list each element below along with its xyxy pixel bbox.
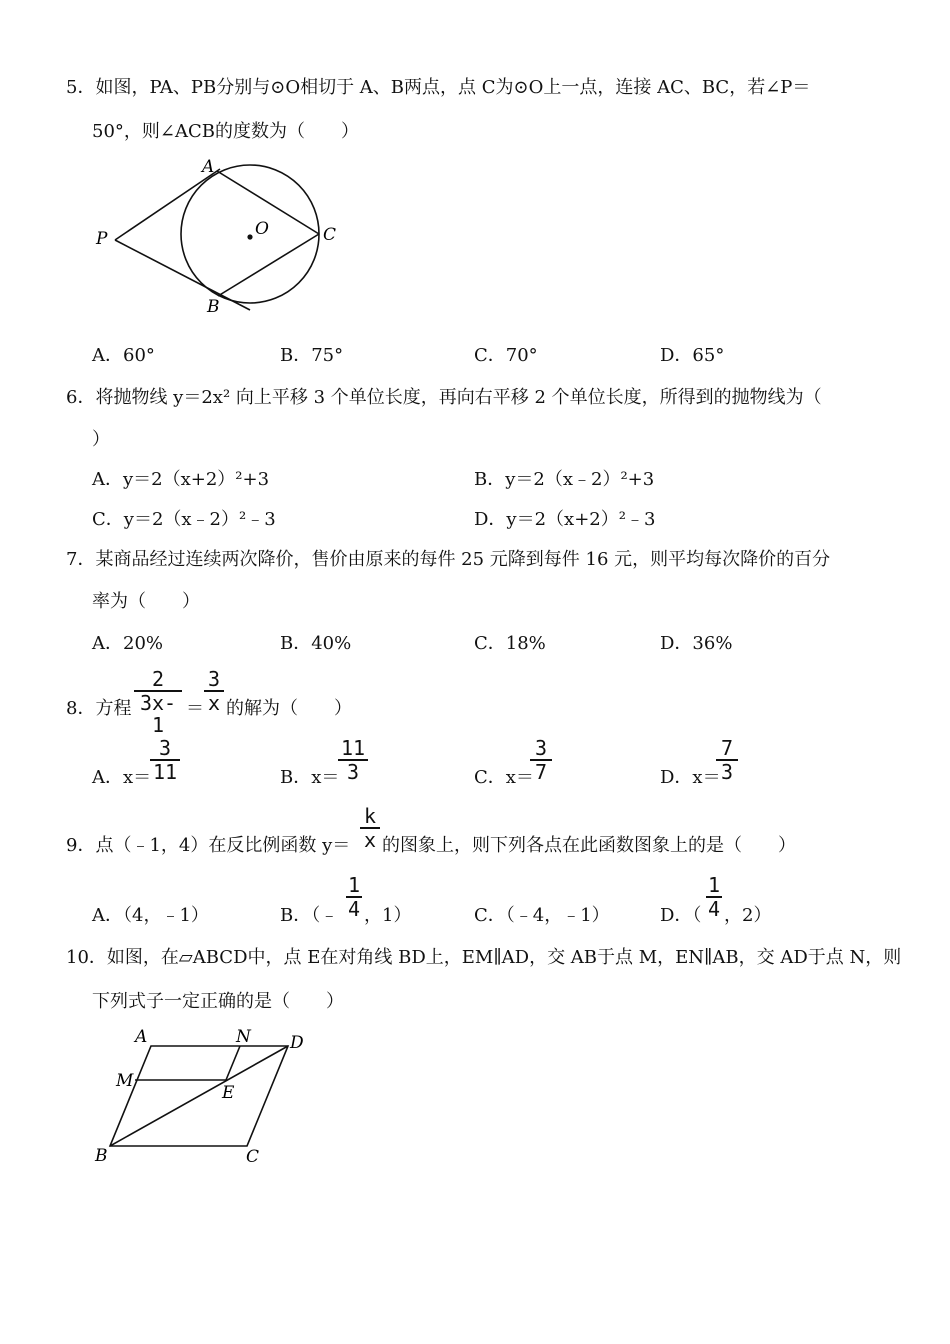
q7-option-a[interactable]: A．20%	[92, 633, 164, 654]
q5-option-b[interactable]: B．75°	[280, 345, 344, 366]
option-label: C．x＝	[474, 767, 534, 788]
label-a: A	[135, 1027, 148, 1047]
denominator: 7	[534, 760, 548, 784]
q9-option-a[interactable]: A．（4，﹣1）	[92, 905, 209, 926]
option-fraction	[716, 737, 738, 783]
q8-fraction-left	[134, 668, 182, 736]
q8-suffix: 的解为（ ）	[226, 698, 352, 719]
q8-frac1-num: 2	[151, 667, 165, 691]
q9-suffix: 的图象上，则下列各点在此函数图象上的是（ ）	[382, 835, 796, 856]
option-prefix: B．（﹣	[280, 905, 339, 926]
q8-frac2-den: x	[207, 691, 221, 715]
q7-stem-line1: 7．某商品经过连续两次降价，售价由原来的每件 25 元降到每件 16 元，则平均每次降价的百分	[66, 549, 831, 570]
numerator: 7	[720, 736, 734, 760]
q9-fraction	[360, 805, 380, 851]
q5-stem-line2: 50°，则∠ACB的度数为（ ）	[92, 121, 359, 142]
option-suffix: ，1）	[364, 905, 412, 926]
option-fraction	[338, 737, 368, 783]
q8-frac2-num: 3	[207, 667, 221, 691]
q7-option-d[interactable]: D．36%	[660, 633, 733, 654]
label-a: A	[202, 157, 215, 177]
q5-option-c[interactable]: C．70°	[474, 345, 538, 366]
numerator: 3	[534, 736, 548, 760]
denominator: 4	[707, 897, 721, 921]
q8-equals: ＝	[186, 698, 204, 719]
circle-o	[181, 165, 319, 303]
q6-option-a[interactable]: A．y＝2（x+2）²+3	[92, 469, 270, 490]
q5-stem-line1: 5．如图，PA、PB分别与⊙O相切于 A、B两点，点 C为⊙O上一点，连接 AC、BC，若∠P＝	[66, 77, 811, 98]
q5-figure	[90, 150, 350, 320]
numerator: 1	[707, 873, 721, 897]
q8-prefix: 8．方程	[66, 698, 132, 719]
denominator: 11	[152, 760, 178, 784]
q9-frac-num: k	[363, 804, 377, 828]
q6-option-d[interactable]: D．y＝2（x+2）²﹣3	[474, 509, 656, 530]
label-b: B	[207, 297, 220, 317]
diagonal-bd	[110, 1046, 288, 1146]
q6-option-c[interactable]: C．y＝2（x﹣2）²﹣3	[92, 509, 276, 530]
option-fraction	[346, 874, 362, 920]
option-fraction	[150, 737, 180, 783]
q9-prefix: 9．点（﹣1，4）在反比例函数 y＝	[66, 835, 351, 856]
label-e: E	[222, 1083, 235, 1103]
numerator: 11	[340, 736, 366, 760]
option-label: A．x＝	[92, 767, 152, 788]
option-prefix: D．（	[660, 905, 702, 926]
q7-stem-line2: 率为（ ）	[92, 591, 200, 612]
tangent-pa	[115, 169, 220, 240]
label-p: P	[96, 229, 108, 249]
label-o: O	[255, 219, 269, 239]
label-b: B	[95, 1146, 108, 1166]
q6-stem-line2: ）	[92, 429, 110, 450]
label-c: C	[246, 1147, 260, 1167]
denominator: 3	[346, 760, 360, 784]
q10-figure	[90, 1022, 320, 1172]
option-fraction	[530, 737, 552, 783]
q6-option-b[interactable]: B．y＝2（x﹣2）²+3	[474, 469, 655, 490]
q8-fraction-right	[204, 668, 224, 714]
q6-stem-line1: 6．将抛物线 y＝2x² 向上平移 3 个单位长度，再向右平移 2 个单位长度，所得到的抛物线为（	[66, 387, 822, 408]
q10-stem-line2: 下列式子一定正确的是（ ）	[92, 991, 344, 1012]
label-m: M	[116, 1071, 134, 1091]
numerator: 3	[158, 736, 172, 760]
label-c: C	[323, 225, 337, 245]
numerator: 1	[347, 873, 361, 897]
option-suffix: ，2）	[724, 905, 772, 926]
q9-frac-den: x	[363, 828, 377, 852]
option-label: D．x＝	[660, 767, 721, 788]
option-label: B．x＝	[280, 767, 340, 788]
q10-stem-line1: 10．如图，在▱ABCD中，点 E在对角线 BD上，EM∥AD，交 AB于点 M，EN∥AB，交 AD于点 N，则	[66, 947, 902, 968]
option-fraction	[706, 874, 722, 920]
q7-option-b[interactable]: B．40%	[280, 633, 352, 654]
label-d: D	[290, 1033, 304, 1053]
denominator: 4	[347, 897, 361, 921]
q9-option-c[interactable]: C．（﹣4，﹣1）	[474, 905, 610, 926]
q7-option-c[interactable]: C．18%	[474, 633, 546, 654]
center-point-o	[247, 234, 252, 239]
denominator: 3	[720, 760, 734, 784]
q5-option-a[interactable]: A．60°	[92, 345, 155, 366]
q8-frac1-den: 3x-1	[139, 691, 177, 737]
chord-bc	[218, 234, 319, 296]
label-n: N	[236, 1027, 251, 1047]
q5-option-d[interactable]: D．65°	[660, 345, 725, 366]
